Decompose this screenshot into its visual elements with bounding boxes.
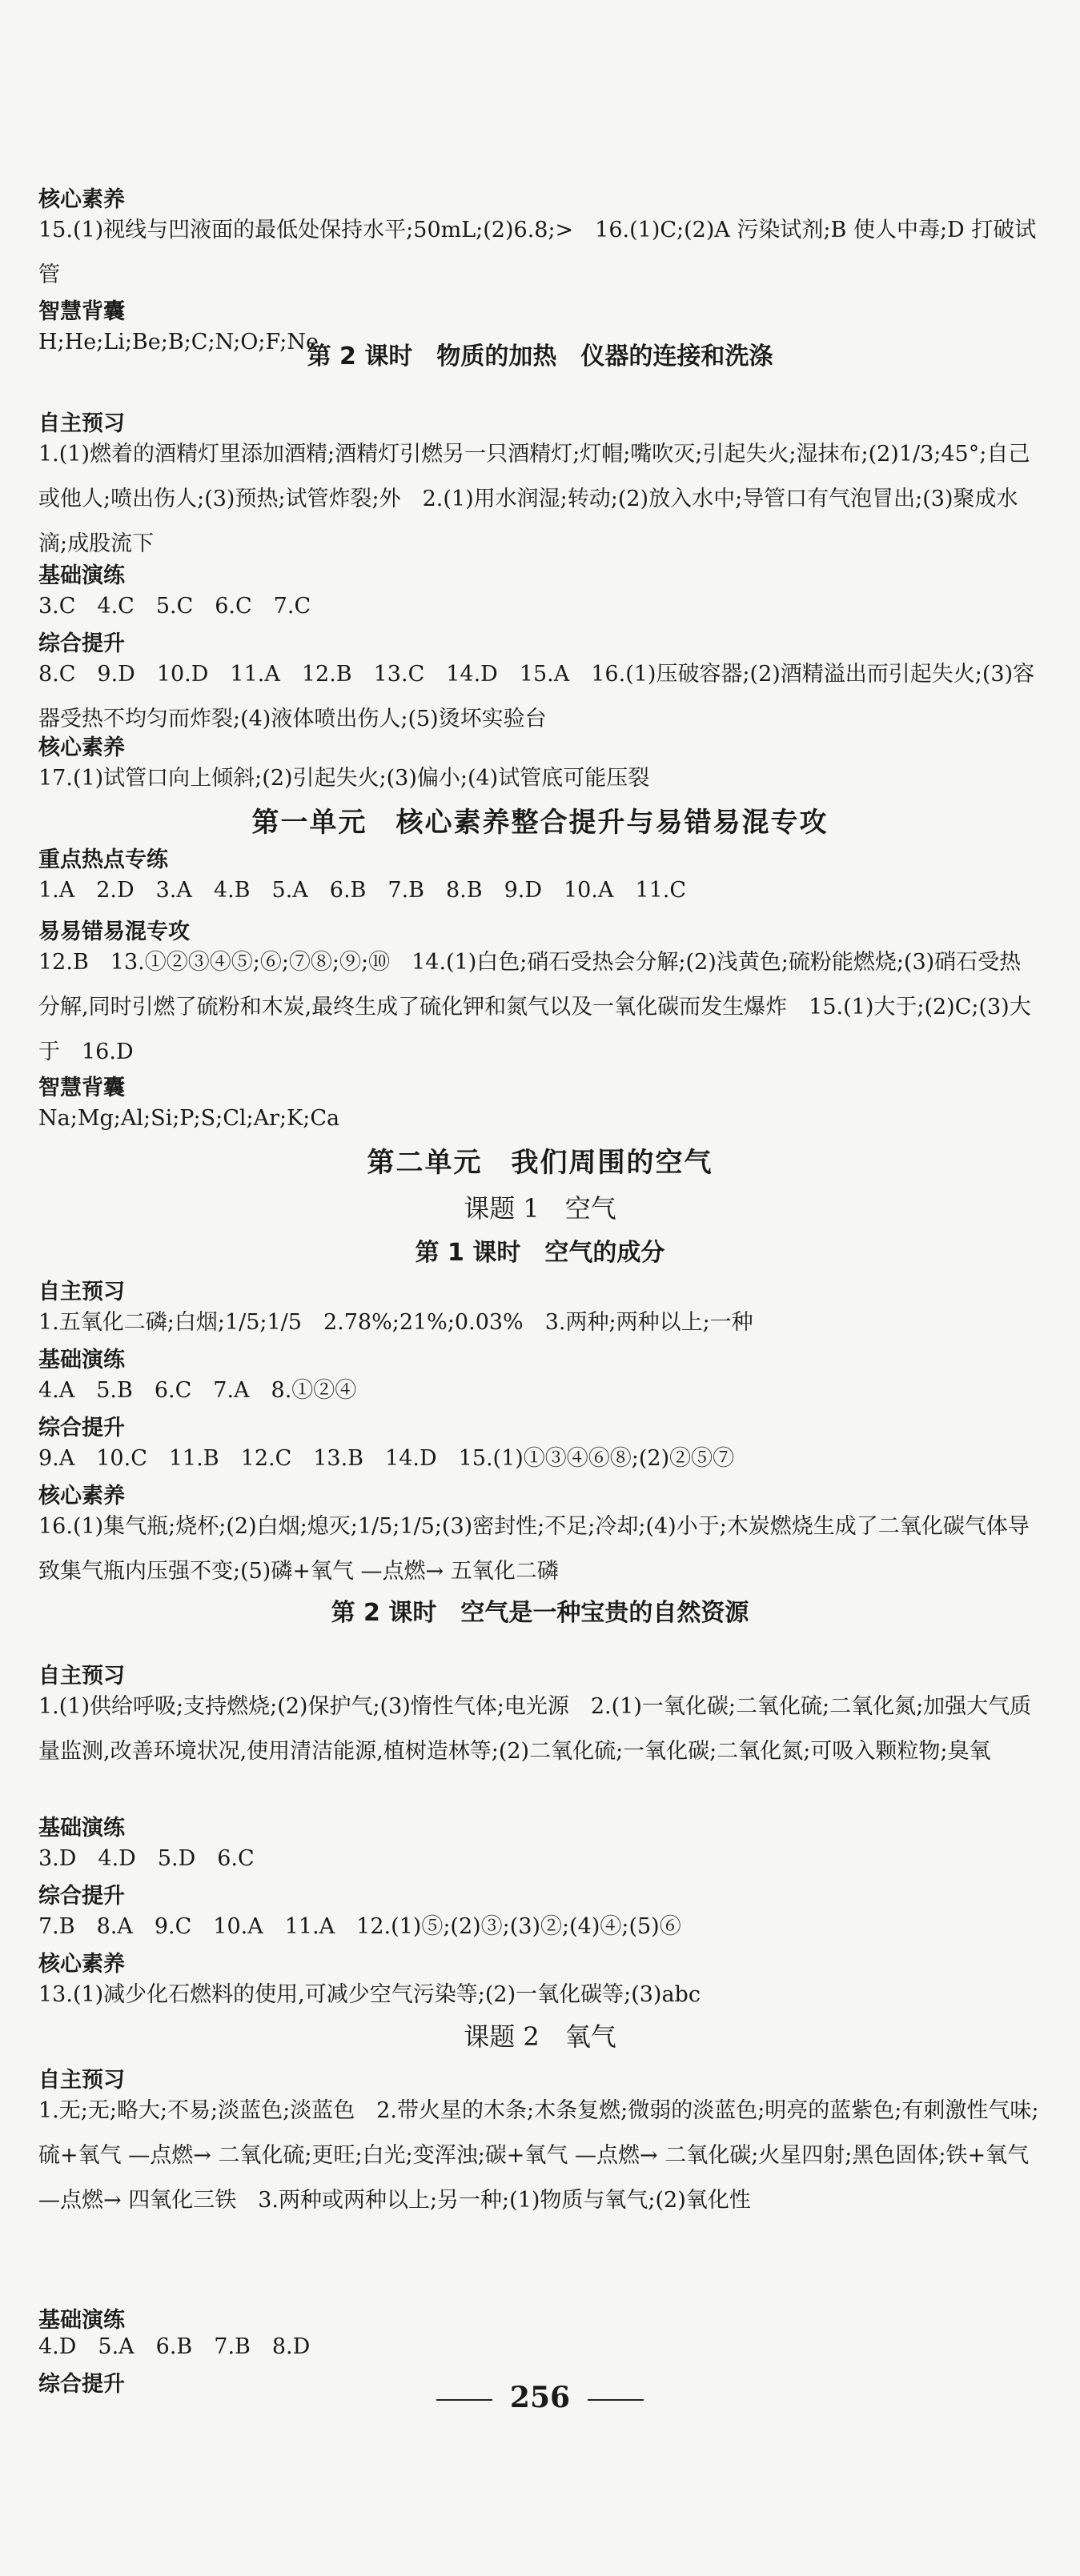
section-label-basic-practice: 基础演练: [38, 1816, 125, 1841]
section-label-self-preview: 自主预习: [38, 2068, 125, 2093]
unit-title: 第一单元 核心素养整合提升与易错易混专攻: [251, 807, 829, 839]
section-text: 17.(1)试管口向上倾斜;(2)引起失火;(3)偏小;(4)试管底可能压裂: [38, 766, 650, 791]
topic-title: 课题 2 氧气: [464, 2021, 616, 2052]
lesson-title: 第 1 课时 空气的成分: [415, 1239, 665, 1267]
section-text: 3.C 4.C 5.C 6.C 7.C: [38, 594, 311, 619]
section-text: 1.五氧化二磷;白烟;1/5;1/5 2.78%;21%;0.03% 3.两种;两种以上;一种: [38, 1310, 753, 1335]
section-label-comprehensive: 综合提升: [38, 631, 125, 656]
section-label-core-literacy: 核心素养: [38, 187, 125, 212]
section-label-comprehensive: 综合提升: [38, 2372, 125, 2397]
unit-title: 第二单元 我们周围的空气: [367, 1147, 713, 1179]
section-label-basic-practice: 基础演练: [38, 1348, 125, 1372]
section-text: H;He;Li;Be;B;C;N;O;F;Ne: [38, 330, 319, 355]
topic-title: 课题 1 空气: [464, 1193, 616, 1224]
section-label-wisdom-bag: 智慧背囊: [38, 1076, 125, 1100]
section-label-comprehensive: 综合提升: [38, 1884, 125, 1909]
section-label-error-prone: 易易错易混专攻: [38, 919, 190, 944]
section-text: Na;Mg;Al;Si;P;S;Cl;Ar;K;Ca: [38, 1106, 340, 1131]
section-text: 16.(1)集气瓶;烧杯;(2)白烟;熄灭;1/5;1/5;(3)密封性;不足;冷却;(4)小于;木炭燃烧生成了二氧化碳气体导致集气瓶内压强不变;(5)磷+氧气 —点燃→ 五氧化二磷: [38, 1514, 1030, 1584]
section-label-core-literacy: 核心素养: [38, 735, 125, 760]
section-label-basic-practice: 基础演练: [38, 563, 125, 588]
section-text: 7.B 8.A 9.C 10.A 11.A 12.(1)⑤;(2)③;(3)②;(4)④;(5)⑥: [38, 1914, 681, 1939]
lesson-title: 第 2 课时 空气是一种宝贵的自然资源: [331, 1599, 749, 1627]
section-text: 1.(1)燃着的酒精灯里添加酒精;酒精灯引燃另一只酒精灯;灯帽;嘴吹灭;引起失火;湿抹布;(2)1/3;45°;自己或他人;喷出伤人;(3)预热;试管炸裂;外 2.(1)用水润湿;转动;(2)放入水中;导管口有气泡冒出;(3)聚成水滴;成股流下: [38, 442, 1030, 556]
section-text: 1.A 2.D 3.A 4.B 5.A 6.B 7.B 8.B 9.D 10.A 11.C: [38, 878, 687, 903]
lesson-title: 第 2 课时 物质的加热 仪器的连接和洗涤: [307, 343, 773, 371]
section-label-self-preview: 自主预习: [38, 411, 125, 436]
page-number-row: [0, 2381, 1080, 2414]
section-label-self-preview: 自主预习: [38, 1664, 125, 1689]
right-dash: [588, 2399, 644, 2401]
section-label-wisdom-bag: 智慧背囊: [38, 299, 125, 324]
section-text: 1.(1)供给呼吸;支持燃烧;(2)保护气;(3)惰性气体;电光源 2.(1)一氧化碳;二氧化硫;二氧化氮;加强大气质量监测,改善环境状况,使用清洁能源,植树造林等;(2)二氧化硫;一氧化碳;二氧化氮;可吸入颗粒物;臭氧: [38, 1694, 1032, 1764]
section-label-hot-topics: 重点热点专练: [38, 847, 168, 872]
section-text: 15.(1)视线与凹液面的最低处保持水平;50mL;(2)6.8;> 16.(1)C;(2)A 污染试剂;B 使人中毒;D 打破试管: [38, 218, 1037, 287]
page-number: 256: [509, 2381, 571, 2414]
section-label-self-preview: 自主预习: [38, 1280, 125, 1304]
section-text: 12.B 13.①②③④⑤;⑥;⑦⑧;⑨;⑩ 14.(1)白色;硝石受热会分解;(2)浅黄色;硫粉能燃烧;(3)硝石受热分解,同时引燃了硫粉和木炭,最终生成了硫化钾和氮气以及一氧化碳而发生爆炸 15.(1)大于;(2)C;(3)大于 16.D: [38, 950, 1031, 1064]
section-label-core-literacy: 核心素养: [38, 1952, 125, 1977]
section-label-core-literacy: 核心素养: [38, 1484, 125, 1508]
section-text: 4.D 5.A 6.B 7.B 8.D: [38, 2334, 311, 2359]
section-text: 13.(1)减少化石燃料的使用,可减少空气污染等;(2)一氧化碳等;(3)abc: [38, 1982, 701, 2007]
section-label-basic-practice: 基础演练: [38, 2308, 125, 2333]
section-label-comprehensive: 综合提升: [38, 1416, 125, 1440]
section-text: 3.D 4.D 5.D 6.C: [38, 1846, 255, 1871]
section-text: 9.A 10.C 11.B 12.C 13.B 14.D 15.(1)①③④⑥⑧;(2)②⑤⑦: [38, 1446, 735, 1471]
left-dash: [436, 2399, 492, 2401]
section-text: 4.A 5.B 6.C 7.A 8.①②④: [38, 1378, 357, 1403]
section-text: 1.无;无;略大;不易;淡蓝色;淡蓝色 2.带火星的木条;木条复燃;微弱的淡蓝色;明亮的蓝紫色;有刺激性气味;硫+氧气 —点燃→ 二氧化硫;更旺;白光;变浑浊;碳+氧气 —点燃→ 二氧化碳;火星四射;黑色固体;铁+氧气 —点燃→ 四氧化三铁 3.两种或两种以上;另一种;(1)物质与氧气;(2)氧化性: [38, 2098, 1039, 2213]
section-text: 8.C 9.D 10.D 11.A 12.B 13.C 14.D 15.A 16.(1)压破容器;(2)酒精溢出而引起失火;(3)容器受热不均匀而炸裂;(4)液体喷出伤人;(5)烫坏实验台: [38, 662, 1035, 731]
